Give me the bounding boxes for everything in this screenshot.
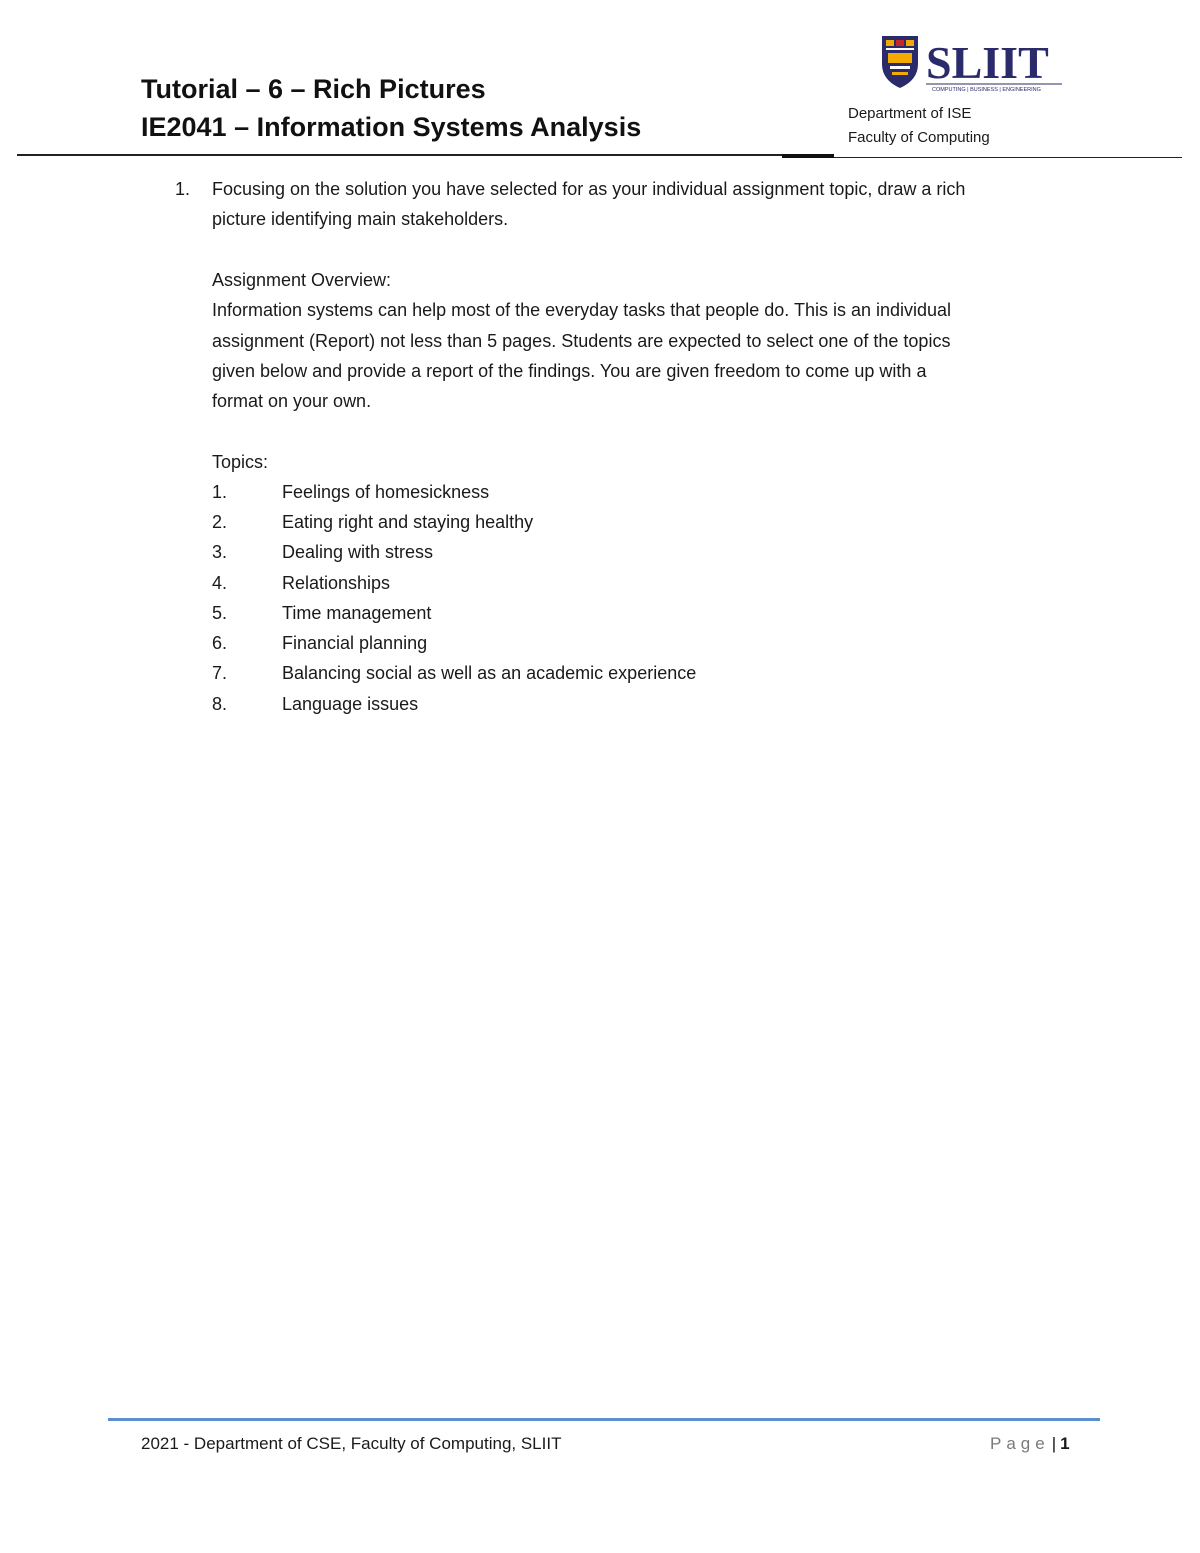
faculty-label: Faculty of Computing <box>848 129 990 146</box>
topic-label: Balancing social as well as an academic experience <box>282 663 697 683</box>
topic-label: Feelings of homesickness <box>282 482 490 502</box>
document-title: Tutorial – 6 – Rich Pictures <box>141 74 486 104</box>
logo-wordmark: SLIIT <box>926 37 1049 88</box>
page-indicator <box>990 1434 1070 1454</box>
topic-number: 7. <box>212 663 228 683</box>
topic-number: 8. <box>212 694 228 714</box>
question-text <box>212 174 965 235</box>
question-line: picture identifying main stakeholders. <box>212 209 509 230</box>
footer-text: 2021 - Department of CSE, Faculty of Computing, SLIIT <box>141 1434 562 1453</box>
topic-number: 4. <box>212 573 228 593</box>
overview-line: Information systems can help most of the everyday tasks that people do. This is an individual <box>212 300 952 321</box>
page-separator: | <box>1051 1434 1057 1453</box>
logo-tagline: COMPUTING | BUSINESS | ENGINEERING <box>932 87 1041 92</box>
header-divider-right <box>834 157 1182 158</box>
topic-number: 1. <box>212 482 228 502</box>
page-number: 1 <box>1060 1434 1070 1453</box>
logo-emblem-icon <box>882 36 918 88</box>
question-line: Focusing on the solution you have selected for as your individual assignment topic, draw a rich <box>212 179 966 199</box>
question-number: 1. <box>175 179 191 199</box>
topic-number: 3. <box>212 542 228 562</box>
topic-label: Time management <box>282 603 432 623</box>
topic-label: Dealing with stress <box>282 542 434 562</box>
topics-heading: Topics: <box>212 452 269 472</box>
topic-label: Financial planning <box>282 633 428 653</box>
topic-label: Language issues <box>282 694 419 714</box>
topic-label: Eating right and staying healthy <box>282 512 534 532</box>
header-divider <box>17 154 834 156</box>
sliit-logo <box>880 34 1064 92</box>
assignment-overview <box>212 265 951 416</box>
overview-line: assignment (Report) not less than 5 pages. Students are expected to select one of the topics <box>212 330 951 351</box>
overview-heading: Assignment Overview: <box>212 270 392 290</box>
topic-label: Relationships <box>282 573 391 593</box>
topic-number: 2. <box>212 512 228 532</box>
topic-number: 6. <box>212 633 228 653</box>
overview-line: given below and provide a report of the findings. You are given freedom to come up with a <box>212 360 927 381</box>
course-title: IE2041 – Information Systems Analysis <box>141 112 642 142</box>
header-divider-accent <box>782 154 834 158</box>
footer-divider <box>108 1418 1100 1421</box>
topic-number: 5. <box>212 603 228 623</box>
department-label: Department of ISE <box>848 105 972 122</box>
page-word: Page <box>990 1434 1050 1453</box>
overview-line: format on your own. <box>212 391 372 412</box>
